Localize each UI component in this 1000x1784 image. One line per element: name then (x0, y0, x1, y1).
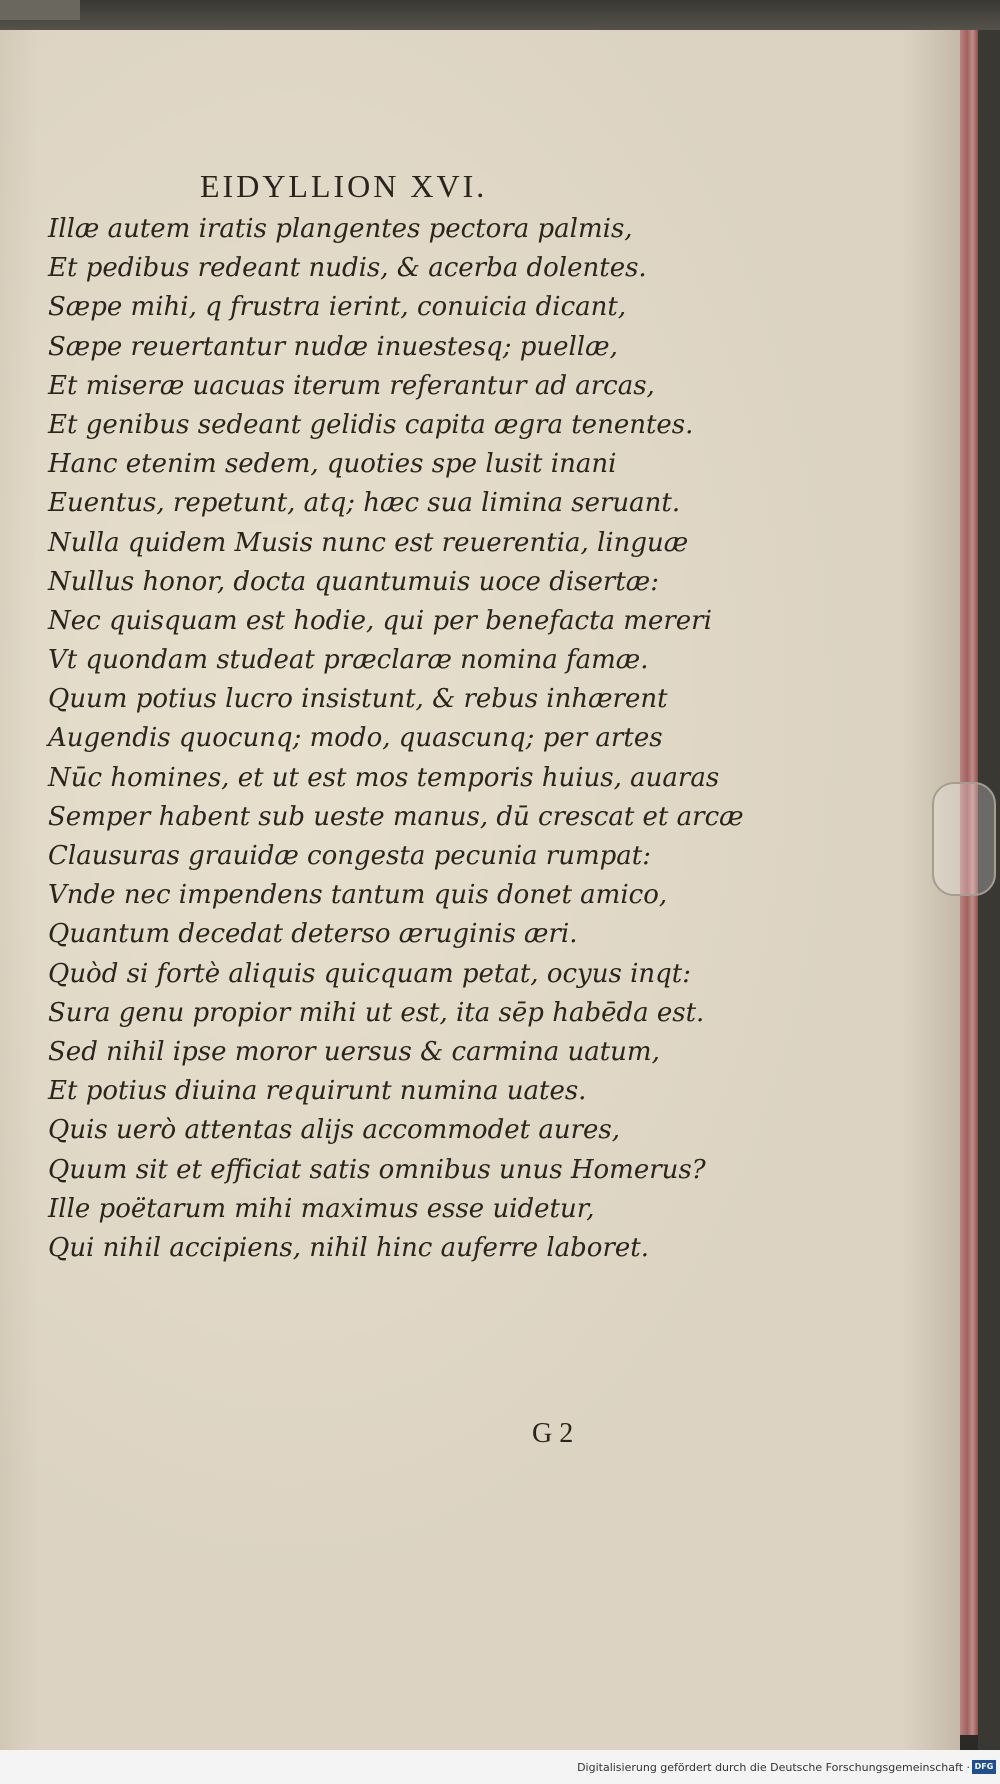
verse-line: Et miseræ uacuas iterum referantur ad arcas, (48, 370, 655, 401)
page-heading: EIDYLLION XVI. (200, 168, 488, 204)
verse-line: Quis uerò attentas alijs accommodet aures, (48, 1115, 620, 1146)
verse-line: Semper habent sub ueste manus, dū crescat et arcæ (48, 801, 744, 832)
dfg-logo: DFG (972, 1760, 996, 1774)
footer-bar (0, 1750, 1000, 1784)
verse-line: Quantum decedat deterso æruginis æri. (48, 919, 578, 950)
verse-line: Augendis quocunq; modo, quascunq; per artes (48, 723, 663, 754)
verse-line: Sæpe reuertantur nudæ inuestesq; puellæ, (48, 331, 618, 362)
funding-credit: Digitalisierung gefördert durch die Deutsche Forschungsgemeinschaft · (577, 1761, 970, 1774)
scan-corner (0, 0, 80, 20)
verse-line: Et pedibus redeant nudis, & acerba dolentes. (48, 253, 647, 284)
verse-line: Nec quisquam est hodie, qui per benefacta mereri (48, 605, 712, 636)
verse-line: Nūc homines, et ut est mos temporis huius, auaras (48, 762, 720, 793)
verse-line: Vt quondam studeat præclaræ nomina famæ. (48, 645, 649, 676)
verse-block (48, 210, 744, 1268)
verse-line: Quum sit et efficiat satis omnibus unus Homerus? (48, 1154, 706, 1185)
verse-line: Quum potius lucro insistunt, & rebus inhærent (48, 684, 668, 715)
page-clip (932, 782, 996, 896)
verse-line: Sæpe mihi, q frustra ierint, conuicia dicant, (48, 292, 627, 323)
verse-line: Et potius diuina requirunt numina uates. (48, 1076, 587, 1107)
verse-line: Clausuras grauidæ congesta pecunia rumpat: (48, 841, 651, 871)
scan-top-edge (0, 0, 1000, 30)
verse-line: Sed nihil ipse moror uersus & carmina uatum, (48, 1036, 660, 1067)
verse-line: Vnde nec impendens tantum quis donet amico, (48, 880, 668, 911)
verse-line: Nullus honor, docta quantumuis uoce disertæ: (48, 566, 659, 597)
signature-mark: G 2 (532, 1418, 574, 1449)
verse-line: Illæ autem iratis plangentes pectora palmis, (48, 214, 633, 244)
verse-line: Sura genu propior mihi ut est, ita sēp habēda est. (48, 997, 705, 1028)
verse-line: Hanc etenim sedem, quoties spe lusit inani (48, 449, 617, 480)
verse-line: Ille poëtarum mihi maximus esse uidetur, (48, 1193, 595, 1224)
verse-line: Qui nihil accipiens, nihil hinc auferre laboret. (48, 1232, 649, 1263)
verse-line: Euentus, repetunt, atq; hæc sua limina seruant. (48, 488, 681, 519)
verse-line: Quòd si fortè aliquis quicquam petat, ocyus inqt: (48, 958, 691, 989)
verse-line: Nulla quidem Musis nunc est reuerentia, linguæ (48, 527, 689, 558)
verse-line: Et genibus sedeant gelidis capita ægra tenentes. (48, 409, 694, 440)
